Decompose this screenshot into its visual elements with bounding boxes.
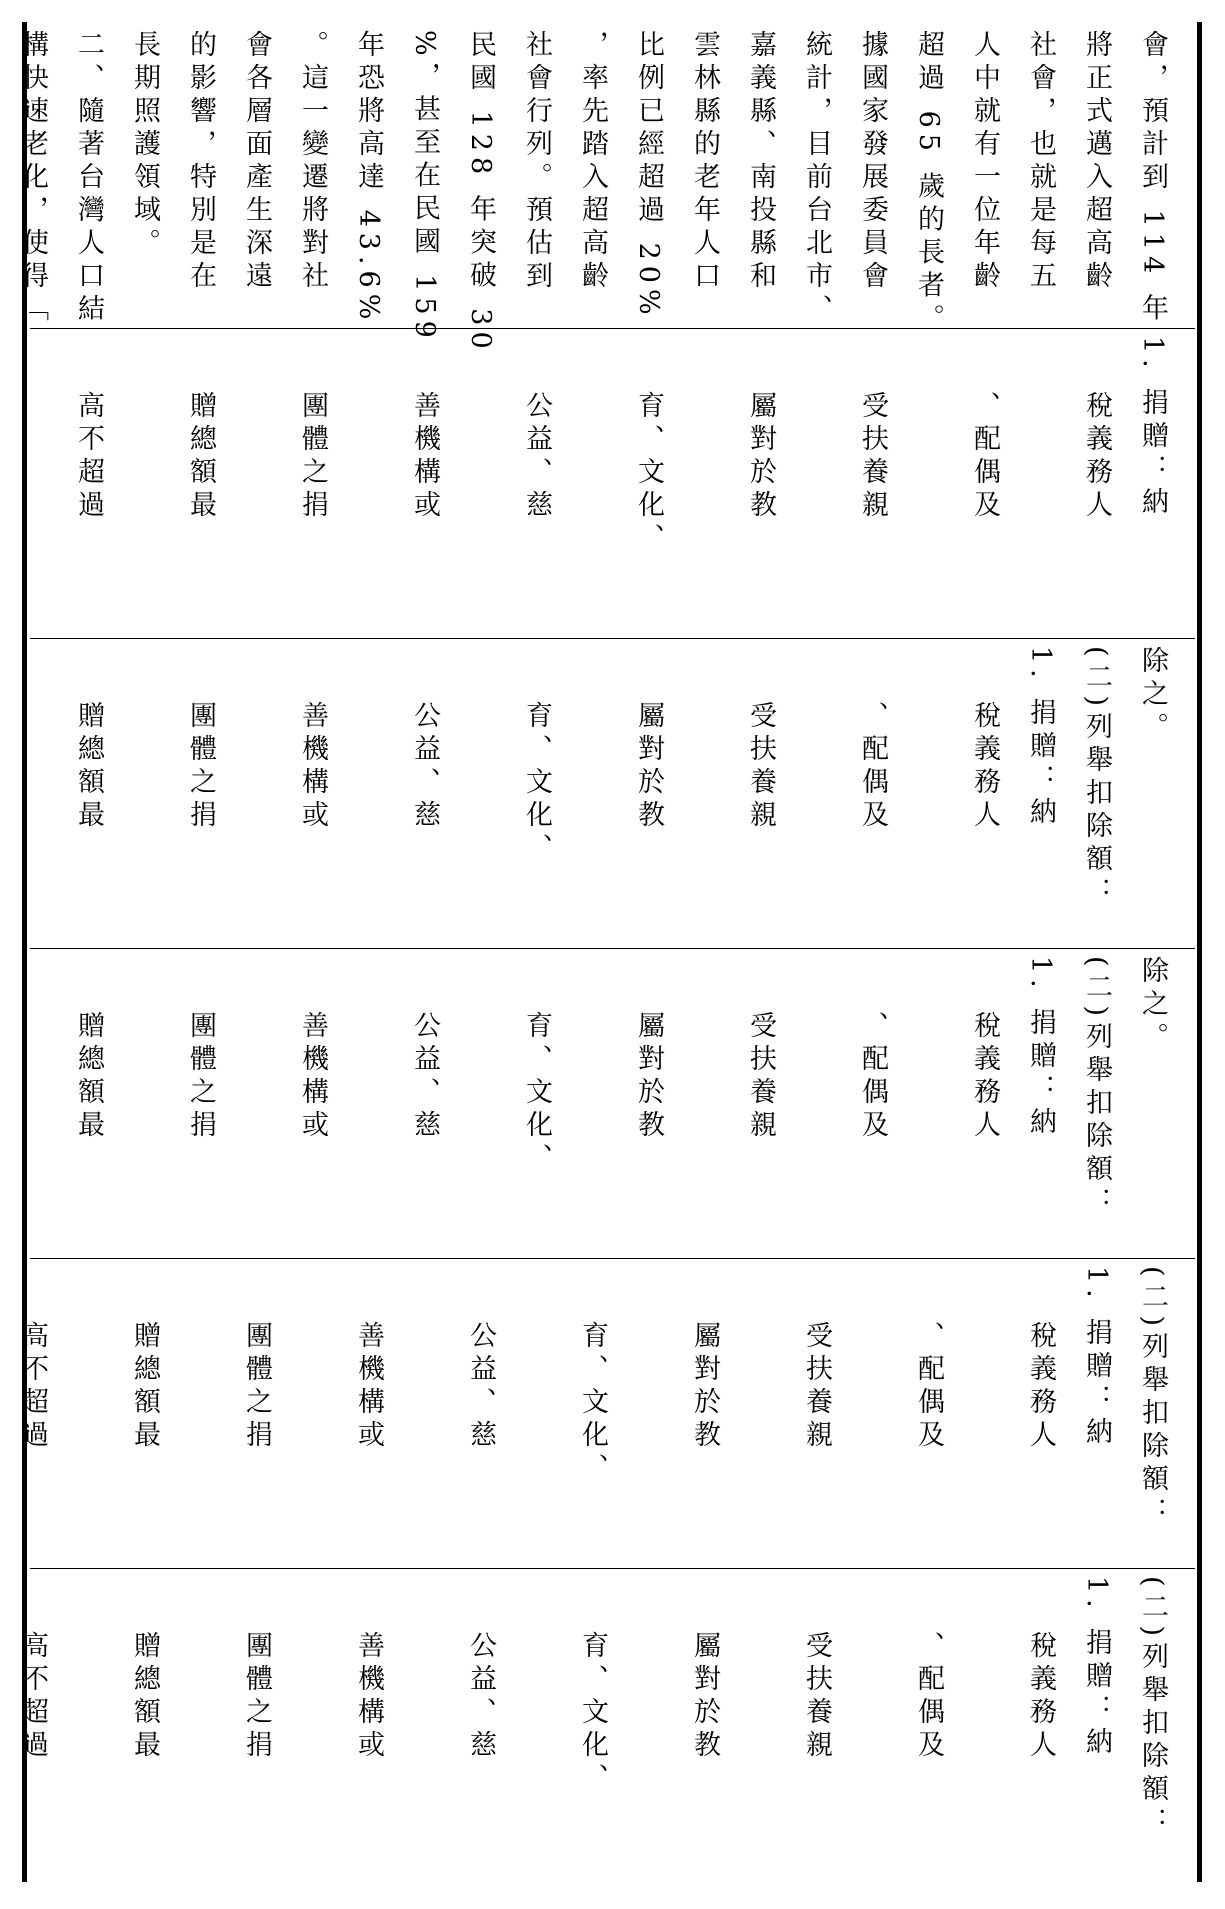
text-line: 育、文化、 (633, 391, 664, 556)
panel-divider (30, 1258, 1195, 1259)
text-line: 、配偶及 (913, 1631, 944, 1763)
text-line: 高不超過 (17, 1321, 48, 1453)
text-line: 高不超過 (73, 391, 104, 523)
text-line: 將正式邁入超高齡 (1081, 30, 1112, 294)
text-panel-6 (17, 1576, 1180, 1872)
text-line: 稅義務人 (1025, 1631, 1056, 1763)
text-line: 贈總額最 (73, 1011, 104, 1143)
vertical-text-block (40, 646, 1180, 942)
text-line: 贈總額最 (185, 391, 216, 523)
text-line: 公益、慈 (465, 1631, 496, 1763)
text-line: 屬對於教 (633, 1011, 664, 1143)
text-panel-5 (17, 1266, 1180, 1562)
text-line: 贈總額最 (73, 701, 104, 833)
text-panel-3 (40, 646, 1180, 942)
text-line: %，甚至在民國 159 (409, 30, 440, 344)
text-line (0, 646, 4, 942)
text-line: 。這一變遷將對社 (297, 30, 328, 294)
text-line: 比例已經超過 20% (633, 30, 664, 321)
text-line: 屬對於教 (745, 391, 776, 523)
text-line: 受扶養親 (801, 1321, 832, 1453)
panel-divider (30, 328, 1195, 329)
text-line: 公益、慈 (409, 701, 440, 833)
text-line: 公益、慈 (465, 1321, 496, 1453)
text-line: 屬對於教 (689, 1631, 720, 1763)
vertical-text-block (17, 30, 1180, 355)
text-line: (二)列舉扣除額： (1081, 646, 1112, 911)
text-line: 社會行列。預估到 (521, 30, 552, 294)
text-line: 年恐將高達 43.6% (353, 30, 384, 326)
text-line: 1. 捐贈：納 (1081, 1576, 1112, 1761)
text-panel-1 (17, 30, 1180, 355)
text-line: 團體之捐 (185, 701, 216, 833)
text-line: 據國家發展委員會 (857, 30, 888, 294)
text-line: 屬對於教 (689, 1321, 720, 1453)
text-line: 超過 65 歲的長者。 (913, 30, 944, 337)
panel-divider (30, 638, 1195, 639)
text-line: 育、文化、 (521, 1011, 552, 1176)
vertical-text-block (40, 336, 1180, 632)
panel-divider (30, 1568, 1195, 1569)
vertical-text-block (17, 1266, 1180, 1562)
text-line: 、配偶及 (913, 1321, 944, 1453)
text-line: 屬對於教 (633, 701, 664, 833)
text-panel-4 (40, 956, 1180, 1252)
vertical-text-block (17, 1576, 1180, 1872)
text-panel-2 (40, 336, 1180, 632)
text-line: 公益、慈 (521, 391, 552, 523)
text-line: 稅義務人 (1081, 391, 1112, 523)
text-line: 、配偶及 (857, 701, 888, 833)
text-line: 會，預計到 114 年 (1137, 30, 1168, 327)
text-line: 善機構或 (353, 1321, 384, 1453)
text-line: (二)列舉扣除額： (1081, 956, 1112, 1221)
text-line: 除之。 (1137, 646, 1168, 745)
text-line: 長期照護領域。 (129, 30, 160, 261)
text-line: 稅義務人 (969, 701, 1000, 833)
text-line: 雲林縣的老年人口 (689, 30, 720, 294)
text-line (0, 336, 4, 632)
text-line: 1. 捐贈：納 (1025, 646, 1056, 831)
text-line: 社會，也就是每五 (1025, 30, 1056, 294)
text-line: 民國 128 年突破 30 (465, 30, 496, 355)
text-line: 二、隨著台灣人口結 (73, 30, 104, 327)
text-line: 善機構或 (297, 701, 328, 833)
text-line: 受扶養親 (801, 1631, 832, 1763)
text-line: 育、文化、 (577, 1631, 608, 1796)
text-line: 育、文化、 (521, 701, 552, 866)
text-line: 嘉義縣、南投縣和 (745, 30, 776, 294)
text-line: 受扶養親 (745, 701, 776, 833)
panel-divider (30, 948, 1195, 949)
text-line: 高不超過 (17, 1631, 48, 1763)
text-line: 贈總額最 (129, 1321, 160, 1453)
text-line: 受扶養親 (745, 1011, 776, 1143)
text-line: 公益、慈 (409, 1011, 440, 1143)
text-line: (二)列舉扣除額： (1137, 1576, 1168, 1841)
text-line: 構快速老化，使得「 (17, 30, 48, 327)
text-line: ，率先踏入超高齡 (577, 30, 608, 294)
text-line: 1. 捐贈：納 (1025, 956, 1056, 1141)
text-line: 的影響，特別是在 (185, 30, 216, 294)
text-line: 團體之捐 (185, 1011, 216, 1143)
text-line: 善機構或 (297, 1011, 328, 1143)
text-line: 、配偶及 (969, 391, 1000, 523)
text-line: 善機構或 (353, 1631, 384, 1763)
text-line: 團體之捐 (241, 1321, 272, 1453)
text-line: 會各層面產生深遠 (241, 30, 272, 294)
text-line: 稅義務人 (1025, 1321, 1056, 1453)
text-line: 受扶養親 (857, 391, 888, 523)
text-line: 1. 捐贈：納 (1137, 336, 1168, 521)
text-line: (二)列舉扣除額： (1137, 1266, 1168, 1531)
text-line: 團體之捐 (297, 391, 328, 523)
text-line: 贈總額最 (129, 1631, 160, 1763)
text-line: 人中就有一位年齡 (969, 30, 1000, 294)
text-line: 團體之捐 (241, 1631, 272, 1763)
text-line: 育、文化、 (577, 1321, 608, 1486)
text-line: 、配偶及 (857, 1011, 888, 1143)
text-line: 除之。 (1137, 956, 1168, 1055)
right-page-rule (1197, 22, 1202, 1882)
text-line: 1. 捐贈：納 (1081, 1266, 1112, 1451)
text-line (0, 956, 4, 1252)
text-line: 善機構或 (409, 391, 440, 523)
vertical-text-block (40, 956, 1180, 1252)
text-line: 稅義務人 (969, 1011, 1000, 1143)
text-line: 統計，目前台北市、 (801, 30, 832, 327)
